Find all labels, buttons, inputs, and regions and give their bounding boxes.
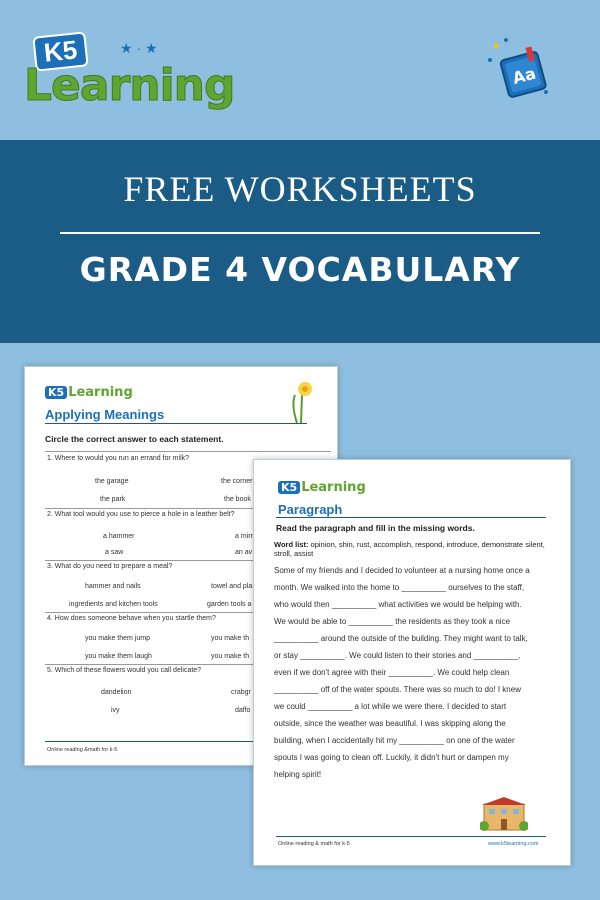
- paragraph-line: spouts I was going to clean off. Luckily, it didn't hurt or dampen my: [274, 753, 509, 762]
- word-list-label: Word list:: [274, 540, 309, 549]
- dictionary-book-icon: [486, 36, 556, 106]
- paragraph-line: month. We walked into the home to __________ ourselves to the staff,: [274, 583, 525, 592]
- q3-option-c[interactable]: ingredients and kitchen tools: [69, 601, 158, 608]
- q5-option-a[interactable]: dandelion: [101, 689, 132, 696]
- q2-option-b[interactable]: a mirr: [235, 533, 253, 540]
- sheet2-instruction: Read the paragraph and fill in the missing words.: [276, 523, 475, 533]
- sheet2-title-rule: [276, 517, 546, 518]
- paragraph-line: outside, since the weather was beautiful. I was skipping along the: [274, 719, 506, 728]
- paragraph-line: We would be able to __________ the residents as they took a nice: [274, 617, 511, 626]
- q2-option-d[interactable]: an av: [235, 549, 253, 556]
- q5-option-d[interactable]: daffo: [235, 707, 251, 714]
- question-5: 5. Which of these flowers would you call delicate?: [47, 667, 202, 674]
- daffodil-icon: [287, 377, 317, 428]
- q1-rule: [45, 451, 331, 452]
- sheet1-title-rule: [45, 423, 307, 424]
- paragraph-line: __________ off of the water spouts. There was so much to do! I knew: [274, 685, 521, 694]
- q2-option-a[interactable]: a hammer: [103, 533, 135, 540]
- sheet1-footer: Online reading &math for k-5: [47, 747, 118, 753]
- paragraph-line: __________ around the outside of the building. They might want to talk,: [274, 634, 528, 643]
- sheet2-title: Paragraph: [278, 502, 343, 517]
- word-list: [274, 540, 564, 558]
- title-banner: [0, 140, 600, 343]
- q3-option-b[interactable]: towel and pla: [211, 583, 253, 590]
- sheet2-logo: K5 Learning: [278, 480, 366, 495]
- question-3: 3. What do you need to prepare a meal?: [47, 563, 173, 570]
- q4-option-b[interactable]: you make th: [211, 635, 250, 642]
- paragraph-line: Some of my friends and I decided to volunteer at a nursing home once a: [274, 566, 530, 575]
- nursing-home-building-icon: [480, 796, 528, 837]
- q5-option-b[interactable]: crabgr: [231, 689, 251, 696]
- banner-free-worksheets: FREE WORKSHEETS: [123, 169, 477, 209]
- paragraph-line: even if we don't agree with their __________. We could help clean: [274, 668, 510, 677]
- sheet1-logo: K5 Learning: [45, 385, 133, 400]
- q1-option-a[interactable]: the garage: [95, 478, 129, 485]
- logo-k5-badge: K5: [32, 31, 89, 71]
- question-4: 4. How does someone behave when you startle them?: [47, 615, 216, 622]
- sheet1-instruction: Circle the correct answer to each statement.: [45, 434, 224, 444]
- banner-divider: [60, 232, 540, 234]
- q4-option-c[interactable]: you make them laugh: [85, 653, 152, 660]
- q5-option-c[interactable]: ivy: [111, 707, 120, 714]
- sheet1-title: Applying Meanings: [45, 407, 165, 422]
- k5-learning-logo[interactable]: [24, 34, 235, 114]
- word-list-words: opinion, shin, rust, accomplish, respond, introduce, demonstrate silent, stroll, assist: [274, 540, 545, 558]
- question-1: 1. Where to would you run an errand for milk?: [47, 455, 190, 462]
- sheet2-footer-rule: [276, 836, 546, 837]
- dictionary-label: Aa: [510, 63, 538, 88]
- paragraph-line: or stay __________. We could listen to their stories and __________,: [274, 651, 521, 660]
- q4-option-a[interactable]: you make them jump: [85, 635, 150, 642]
- q1-option-c[interactable]: the park: [100, 496, 126, 503]
- sheet2-footer: Online reading & math for k-5: [278, 841, 350, 847]
- paragraph-line: we could __________ a lot while we were there. I decided to start: [274, 702, 507, 711]
- paragraph-line: building, when I accidentally hit my __________ on one of the water: [274, 736, 515, 745]
- logo-learning-text: Learning: [24, 60, 235, 111]
- paragraph-line: who would then __________ what activities we would be helping with.: [274, 600, 522, 609]
- q4-option-d[interactable]: you make th: [211, 653, 250, 660]
- q1-option-d[interactable]: the book: [224, 496, 251, 503]
- q3-option-d[interactable]: garden tools a: [207, 601, 252, 608]
- paragraph-line: helping spirit!: [274, 770, 322, 779]
- q1-option-b[interactable]: the corner: [221, 478, 253, 485]
- banner-grade-vocabulary: GRADE 4 VOCABULARY: [79, 250, 521, 289]
- worksheet-paragraph[interactable]: [253, 459, 571, 866]
- q2-option-c[interactable]: a saw: [105, 549, 124, 556]
- question-2: 2. What tool would you use to pierce a hole in a leather belt?: [47, 511, 235, 518]
- sheet2-footer-link[interactable]: www.k5learning.com: [488, 841, 539, 847]
- logo-stars-icon: ★ · ★: [120, 40, 158, 56]
- q3-option-a[interactable]: hammer and nails: [85, 583, 141, 590]
- paragraph-text: [274, 562, 556, 783]
